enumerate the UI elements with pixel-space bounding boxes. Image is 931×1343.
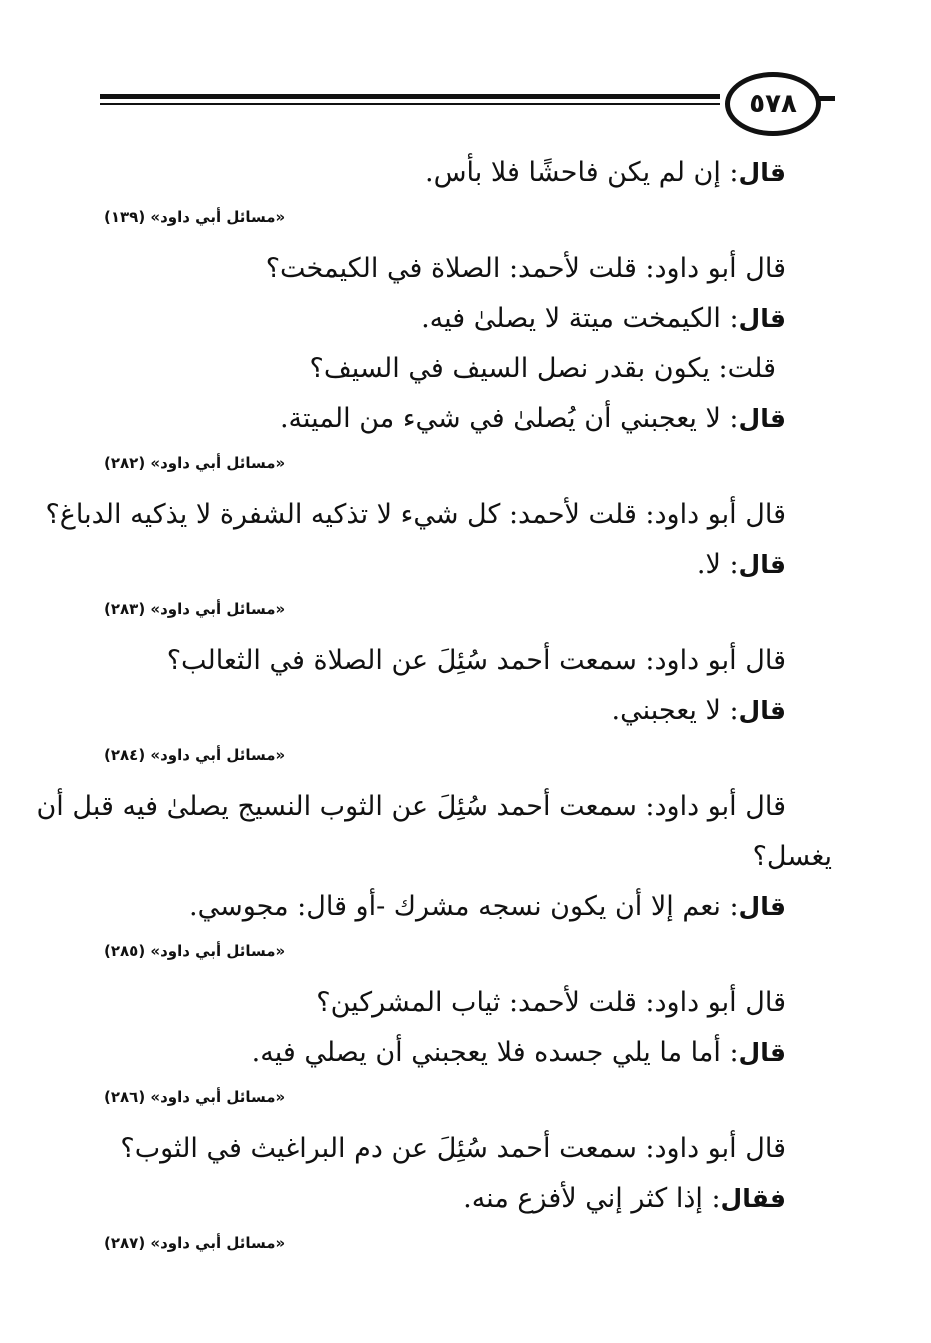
text-line: [96, 882, 786, 932]
line-text: قلت: يكون بقدر نصل السيف في السيف؟: [309, 353, 776, 384]
text-line: [96, 394, 786, 444]
speaker-label: قال: [738, 696, 786, 725]
text-line: [36, 782, 786, 832]
speaker-label: قال: [738, 892, 786, 921]
text-block: [45, 490, 786, 620]
text-block: [36, 782, 832, 962]
page-body: [36, 148, 832, 1270]
source-citation: [96, 1232, 786, 1254]
line-text: : أما ما يلي جسده فلا يعجبني أن يصلي فيه.: [251, 1037, 739, 1068]
speaker-label: قال: [738, 404, 786, 433]
line-text: قال أبو داود: قلت لأحمد: الصلاة في الكيمخت؟: [265, 253, 786, 284]
text-block: [96, 148, 786, 228]
source-citation: [96, 1086, 786, 1108]
line-text: يغسل؟: [752, 841, 832, 872]
text-line: [45, 490, 786, 540]
source-citation: [96, 598, 786, 620]
text-line: [96, 540, 786, 590]
line-text: قال أبو داود: قلت لأحمد: ثياب المشركين؟: [316, 987, 786, 1018]
text-block: [96, 636, 786, 766]
source-citation: [96, 744, 786, 766]
text-line: [96, 686, 786, 736]
line-text: قال أبو داود: سمعت أحمد سُئِلَ عن دم البراغيث في الثوب؟: [120, 1133, 786, 1164]
source-citation: [96, 452, 786, 474]
text-block: [96, 978, 786, 1108]
line-text: : لا يعجبني.: [611, 695, 739, 726]
source-citation-text: «مسائل أبي داود» (١٣٩): [104, 208, 286, 226]
line-text: قال أبو داود: سمعت أحمد سُئِلَ عن الصلاة في الثعالب؟: [166, 645, 786, 676]
line-text: قال أبو داود: سمعت أحمد سُئِلَ عن الثوب النسيج يصلىٰ فيه قبل أن: [36, 791, 786, 822]
text-block: [96, 1124, 786, 1254]
text-line: [96, 636, 786, 686]
line-text: : إذا كثر إني لأفزع منه.: [463, 1183, 721, 1214]
line-text: : لا يعجبني أن يُصلىٰ في شيء من الميتة.: [279, 403, 739, 434]
text-line: [96, 294, 786, 344]
source-citation-text: «مسائل أبي داود» (٢٨٦): [104, 1088, 286, 1106]
text-line: [96, 978, 786, 1028]
speaker-label: قال: [738, 158, 786, 187]
text-line: [96, 832, 832, 882]
source-citation: [96, 940, 786, 962]
text-line: [96, 1174, 786, 1224]
page-number: ٥٧٨: [749, 89, 797, 119]
speaker-label: قال: [738, 304, 786, 333]
source-citation-text: «مسائل أبي داود» (٢٨٧): [104, 1234, 286, 1252]
header-rule-thick: [100, 94, 720, 99]
header-rule-thin: [100, 103, 720, 105]
line-text: : إن لم يكن فاحشًا فلا بأس.: [425, 157, 739, 188]
page-number-badge: [725, 72, 821, 136]
text-block: [96, 244, 786, 474]
line-text: : الكيمخت ميتة لا يصلىٰ فيه.: [421, 303, 739, 334]
speaker-label: قال: [738, 1038, 786, 1067]
source-citation-text: «مسائل أبي داود» (٢٨٥): [104, 942, 286, 960]
speaker-label: فقال: [720, 1184, 786, 1213]
page-header: [100, 72, 835, 142]
source-citation-text: «مسائل أبي داود» (٢٨٣): [104, 600, 286, 618]
source-citation-text: «مسائل أبي داود» (٢٨٤): [104, 746, 286, 764]
line-text: : نعم إلا أن يكون نسجه مشرك -أو قال: مجوسي.: [189, 891, 739, 922]
text-line: [96, 148, 786, 198]
text-line: [96, 1028, 786, 1078]
source-citation: [96, 206, 786, 228]
source-citation-text: «مسائل أبي داود» (٢٨٢): [104, 454, 286, 472]
line-text: قال أبو داود: قلت لأحمد: كل شيء لا تذكيه الشفرة لا يذكيه الدباغ؟: [45, 499, 786, 530]
line-text: : لا.: [696, 549, 739, 580]
text-line: [96, 344, 786, 394]
speaker-label: قال: [738, 550, 786, 579]
text-line: [96, 1124, 786, 1174]
text-line: [96, 244, 786, 294]
